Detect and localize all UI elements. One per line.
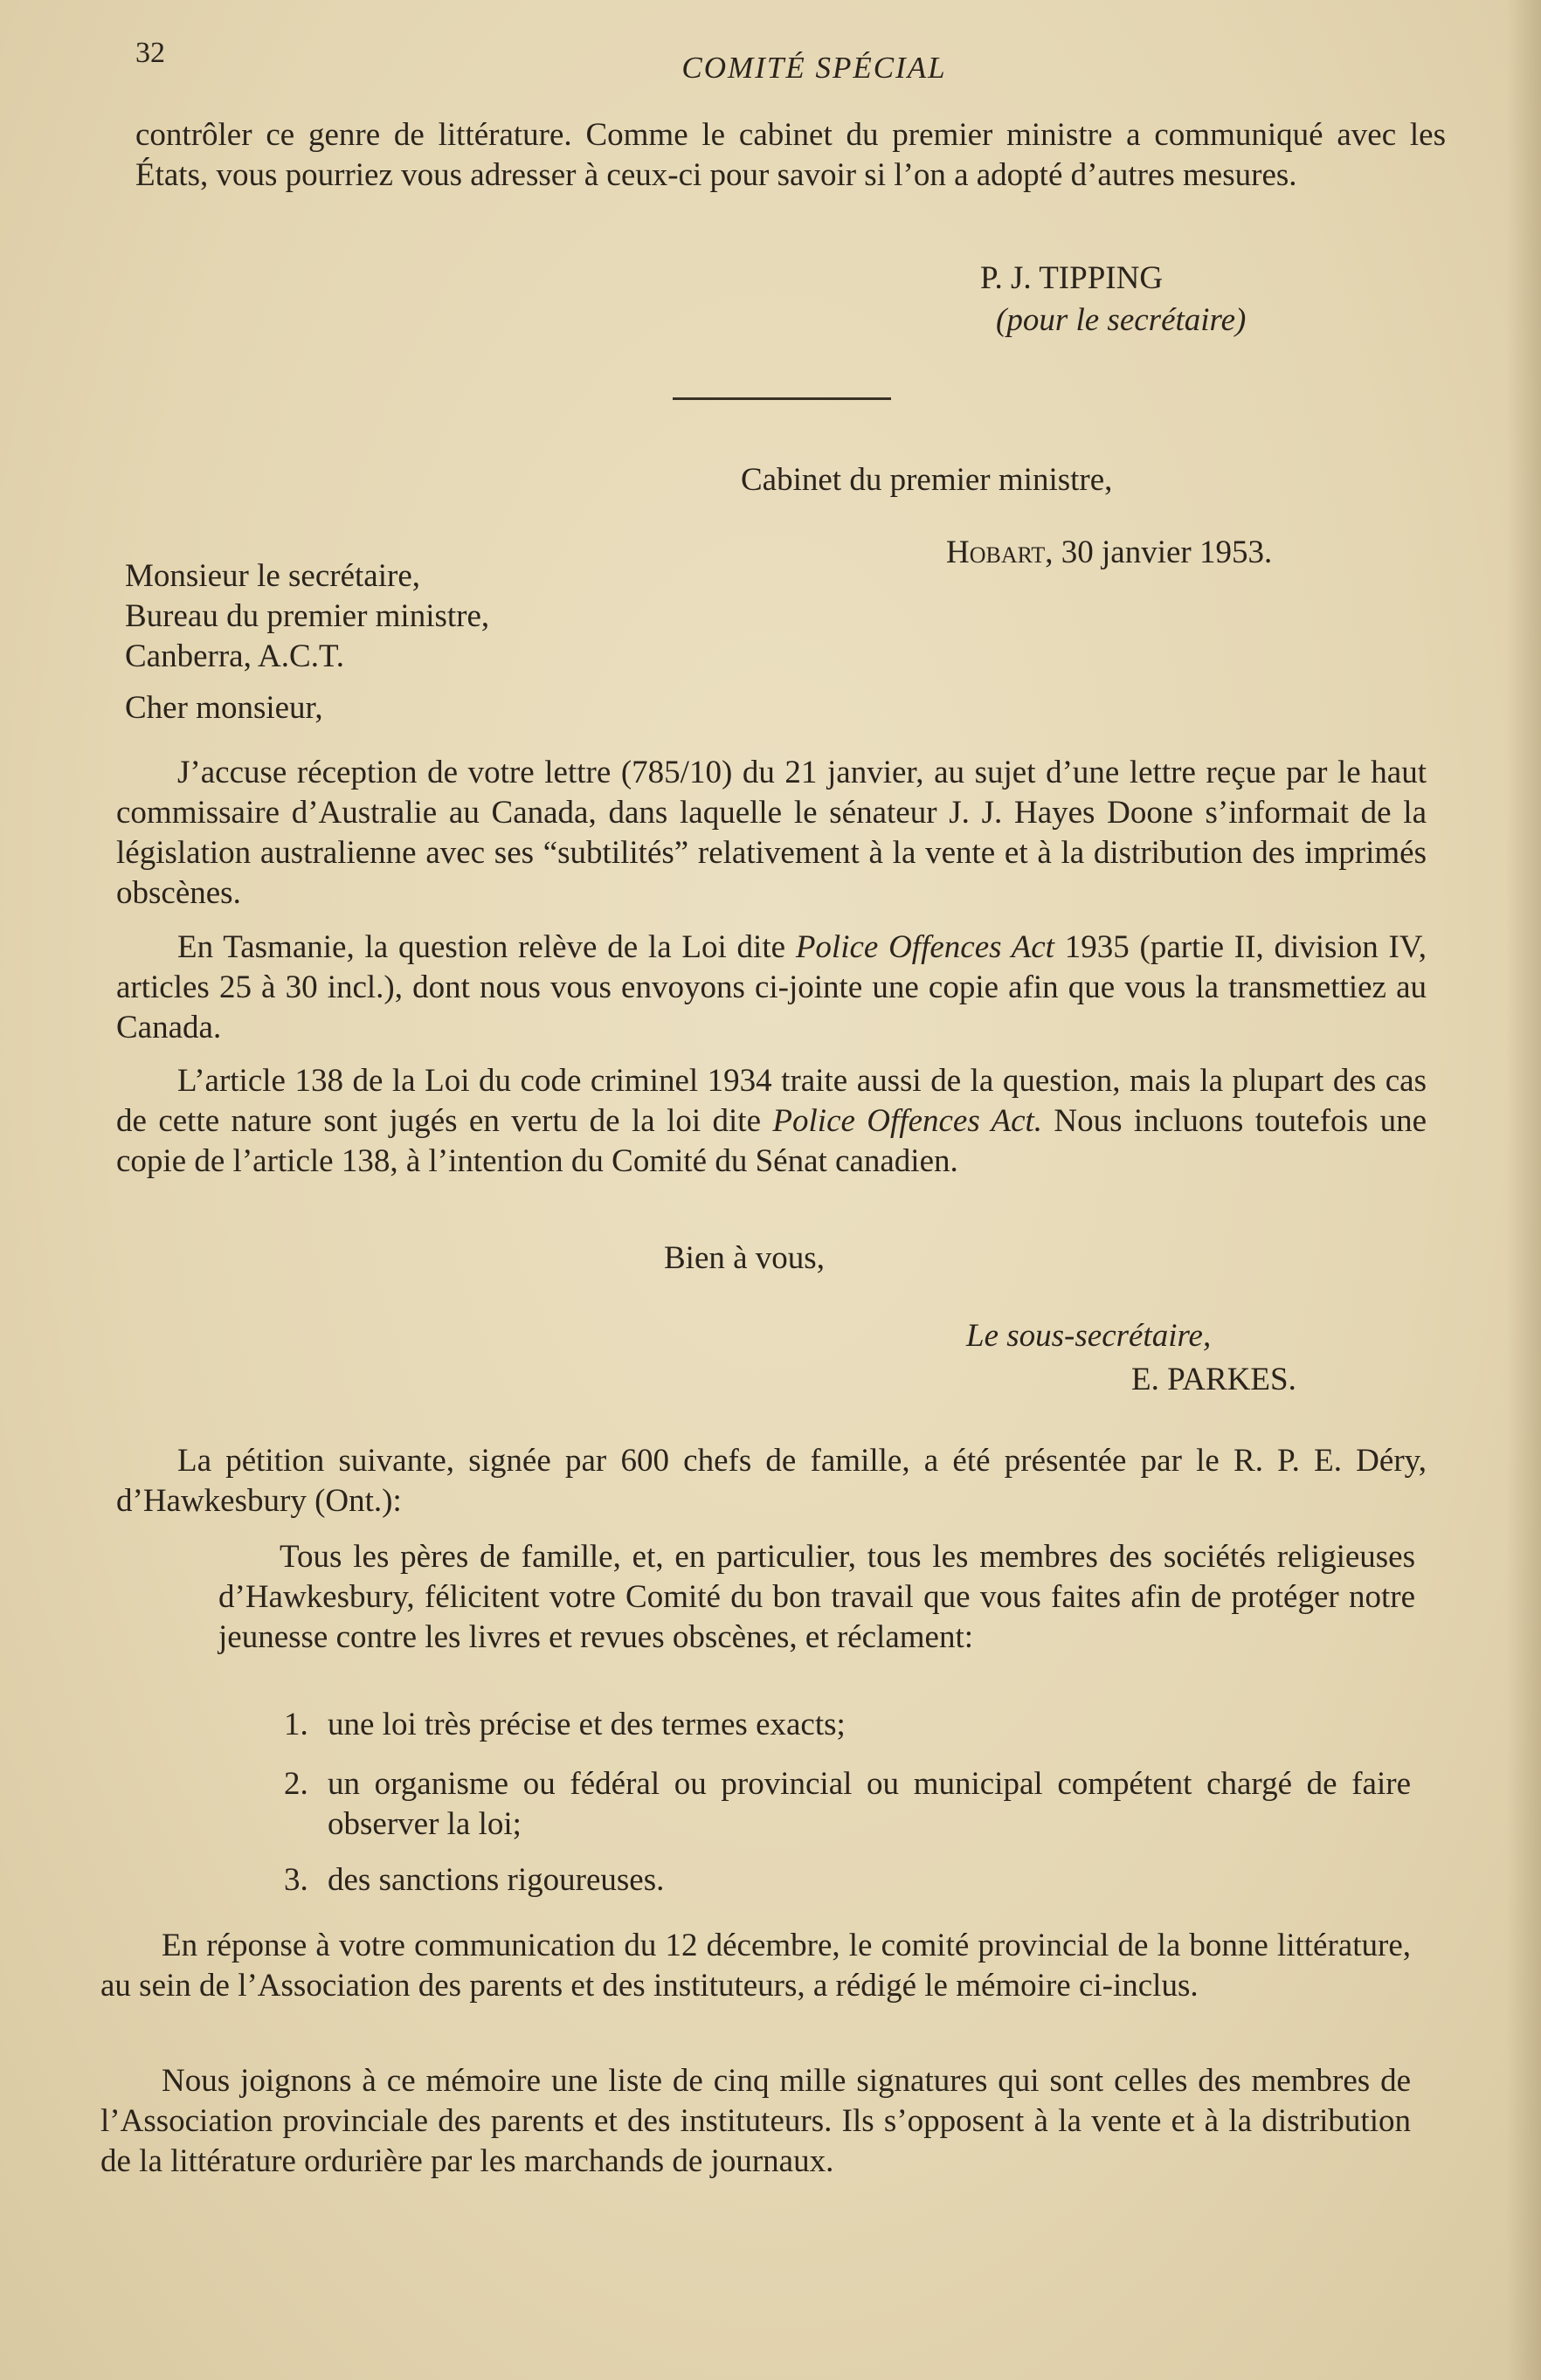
letter2-paragraph-1: J’accuse réception de votre lettre (785/10) du 21 janvier, au sujet d’une lettre reçue par le haut commissaire d’Australie au Canada, dans laquelle le sénateur J. J. Hayes Doone s’informait de la législation australienne avec ses “subtilités” relativement à la vente et à la distribution des imprimés obscènes. xyxy=(116,755,1427,911)
list-number: 2. xyxy=(284,1766,308,1802)
letter2-paragraph-2 xyxy=(116,928,1427,1048)
petition-item-3 xyxy=(284,1860,1411,1901)
letter2-place-date xyxy=(946,533,1272,573)
letter2-place: Hobart, xyxy=(946,535,1054,570)
letter2-salutation: Cher monsieur, xyxy=(125,690,323,726)
paragraph3-act-name: Police Offences Act. xyxy=(772,1103,1043,1139)
recipient-line-2: Bureau du premier ministre, xyxy=(125,598,490,634)
recipient-line-3: Canberra, A.C.T. xyxy=(125,638,345,674)
letter2-signer-title: Le sous-secrétaire, xyxy=(966,1318,1212,1354)
paragraph3-text-b: Nous incluons toutefois une copie de l’article 138, à l’intention du Comité du Sénat canadien. xyxy=(116,1103,1427,1179)
response-paragraph-2: Nous joignons à ce mémoire une liste de cinq mille signatures qui sont celles des membres de l’Association provinciale des parents et des instituteurs. Ils s’opposent à la vente et à la distribution de la littérature ordurière par les marchands de journaux. xyxy=(100,2063,1411,2179)
list-text: des sanctions rigoureuses. xyxy=(328,1862,665,1898)
list-text: une loi très précise et des termes exacts; xyxy=(328,1707,846,1742)
paragraph2-text-a: En Tasmanie, la question relève de la Loi dite xyxy=(177,929,796,965)
paragraph2-text-b: 1935 (partie II, division IV, articles 25 à 30 incl.), dont nous vous envoyons ci-jointe une copie afin que vous la transmettiez au Canada. xyxy=(116,929,1427,1045)
letter1-signature-role: (pour le secrétaire) xyxy=(996,302,1247,338)
letter1-signature-name: P. J. TIPPING xyxy=(980,260,1164,296)
section-divider xyxy=(673,397,891,400)
letter2-sender: Cabinet du premier ministre, xyxy=(741,462,1113,498)
petition-item-1 xyxy=(284,1705,1411,1745)
list-text: un organisme ou fédéral ou provincial ou municipal compétent chargé de faire observer la loi; xyxy=(328,1766,1411,1842)
letter2-paragraph-3 xyxy=(116,1061,1427,1182)
letter2-closing: Bien à vous, xyxy=(664,1240,825,1276)
running-title: COMITÉ SPÉCIAL xyxy=(681,51,947,85)
paragraph3-text-a: L’article 138 de la Loi du code criminel 1934 traite aussi de la question, mais la plupart des cas de cette nature sont jugés en vertu de la loi dite xyxy=(116,1063,1427,1139)
petition-intro: La pétition suivante, signée par 600 chefs de famille, a été présentée par le R. P. E. Déry, d’Hawkesbury (Ont.): xyxy=(116,1443,1427,1519)
list-number: 1. xyxy=(284,1707,308,1742)
letter1-closing-paragraph: contrôler ce genre de littérature. Comme le cabinet du premier ministre a communiqué avec les États, vous pourriez vous adresser à ceux-ci pour savoir si l’on a adopté d’autres mesures. xyxy=(135,117,1446,193)
letter2-signer-name: E. PARKES. xyxy=(1131,1362,1296,1397)
list-number: 3. xyxy=(284,1862,308,1898)
response-paragraph-1: En réponse à votre communication du 12 décembre, le comité provincial de la bonne littérature, au sein de l’Association des parents et des instituteurs, a rédigé le mémoire ci-inclus. xyxy=(100,1928,1411,2004)
page-edge-shadow xyxy=(1506,0,1541,2380)
letter2-recipient xyxy=(125,556,489,677)
petition-body: Tous les pères de famille, et, en particulier, tous les membres des sociétés religieuses d’Hawkesbury, félicitent votre Comité du bon travail que vous faites afin de protéger notre jeunesse contre les livres et revues obscènes, et réclament: xyxy=(218,1539,1415,1655)
paragraph2-act-name: Police Offences Act xyxy=(795,929,1054,965)
page-number: 32 xyxy=(135,37,165,69)
letter2-date: 30 janvier 1953. xyxy=(1061,535,1273,570)
recipient-line-1: Monsieur le secrétaire, xyxy=(125,558,420,594)
petition-item-2 xyxy=(284,1764,1411,1845)
